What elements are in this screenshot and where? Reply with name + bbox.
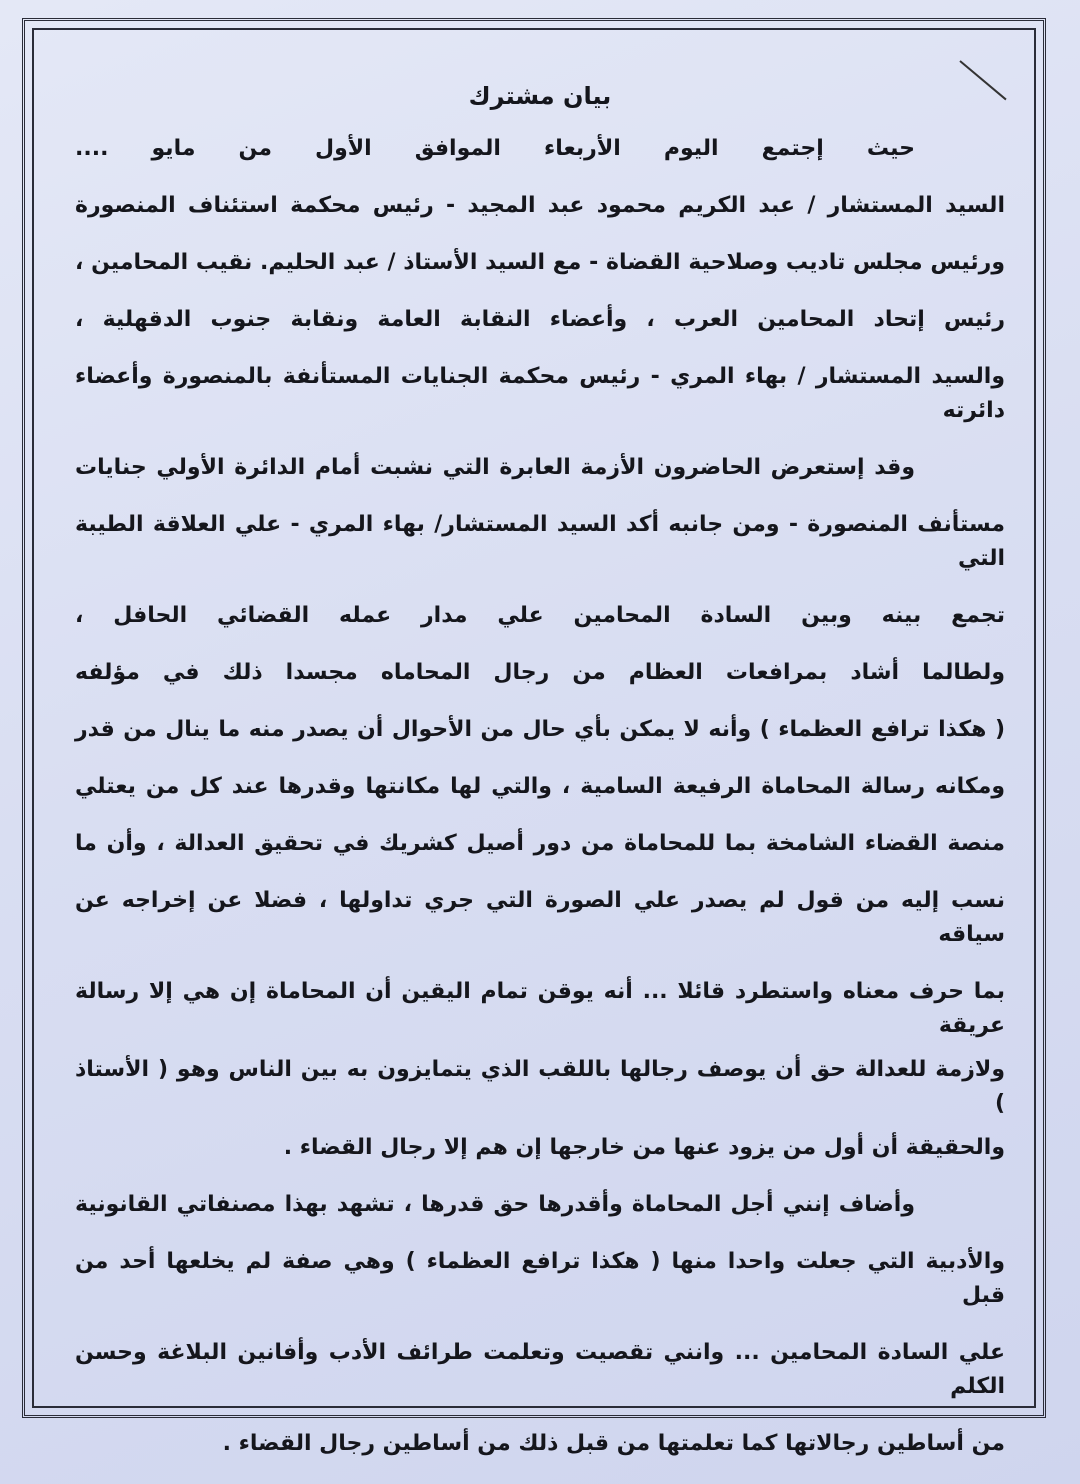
text-line: ولطالما أشاد بمرافعات العظام من رجال المحاماه مجسدا ذلك في مؤلفه (75, 660, 1005, 685)
text-line: تجمع بينه وبين السادة المحامين علي مدار عمله القضائي الحافل ، (75, 603, 1005, 628)
text-line: والأدبية التي جعلت واحدا منها ( هكذا ترافع العظماء ) وهي صفة لم يخلعها أحد من قبل (75, 1249, 1005, 1308)
text-line: بما حرف معناه واستطرد قائلا ... أنه يوقن تمام اليقين أن المحاماة إن هي إلا رسالة عريقة (75, 979, 1005, 1038)
text-line: والسيد المستشار / بهاء المري - رئيس محكمة الجنايات المستأنفة بالمنصورة وأعضاء دائرته (75, 364, 1005, 423)
text-line: نسب إليه من قول لم يصدر علي الصورة التي جري تداولها ، فضلا عن إخراجه عن سياقه (75, 888, 1005, 947)
text-line: وقد إستعرض الحاضرون الأزمة العابرة التي نشبت أمام الدائرة الأولي جنايات (75, 455, 915, 480)
text-line: ورئيس مجلس تاديب وصلاحية القضاة - مع السيد الأستاذ / عبد الحليم. نقيب المحامين ، (75, 250, 1005, 275)
document-body (75, 132, 1005, 1461)
text-line: علي السادة المحامين ... وانني تقصيت وتعلمت طرائف الأدب وأفانين البلاغة وحسن الكلم (75, 1340, 1005, 1399)
text-line: حيث إجتمع اليوم الأربعاء الموافق الأول من مايو .... (75, 136, 915, 161)
text-line: ومكانه رسالة المحاماة الرفيعة السامية ، والتي لها مكانتها وقدرها عند كل من يعتلي (75, 774, 1005, 799)
document-title: بيان مشترك (468, 82, 612, 110)
document-content (75, 0, 1005, 1461)
text-line: ولازمة للعدالة حق أن يوصف رجالها باللقب الذي يتمايزون به بين الناس وهو ( الأستاذ ) (75, 1057, 1005, 1116)
text-line: وأضاف إنني أجل المحاماة وأقدرها حق قدرها ، تشهد بهذا مصنفاتي القانونية (75, 1192, 915, 1217)
text-line: منصة القضاء الشامخة بما للمحاماة من دور أصيل كشريك في تحقيق العدالة ، وأن ما (75, 831, 1005, 856)
text-line: من أساطين رجالاتها كما تعلمتها من قبل ذلك من أساطين رجال القضاء . (222, 1431, 1005, 1456)
text-line: رئيس إتحاد المحامين العرب ، وأعضاء النقابة العامة ونقابة جنوب الدقهلية ، (75, 307, 1005, 332)
text-line: السيد المستشار / عبد الكريم محمود عبد المجيد - رئيس محكمة استئناف المنصورة (75, 193, 1005, 218)
text-line: مستأنف المنصورة - ومن جانبه أكد السيد المستشار/ بهاء المري - علي العلاقة الطيبة التي (75, 512, 1005, 571)
text-line: والحقيقة أن أول من يزود عنها من خارجها إن هم إلا رجال القضاء . (283, 1135, 1005, 1160)
text-line: ( هكذا ترافع العظماء ) وأنه لا يمكن بأي حال من الأحوال أن يصدر منه ما ينال من قدر (75, 717, 1005, 742)
